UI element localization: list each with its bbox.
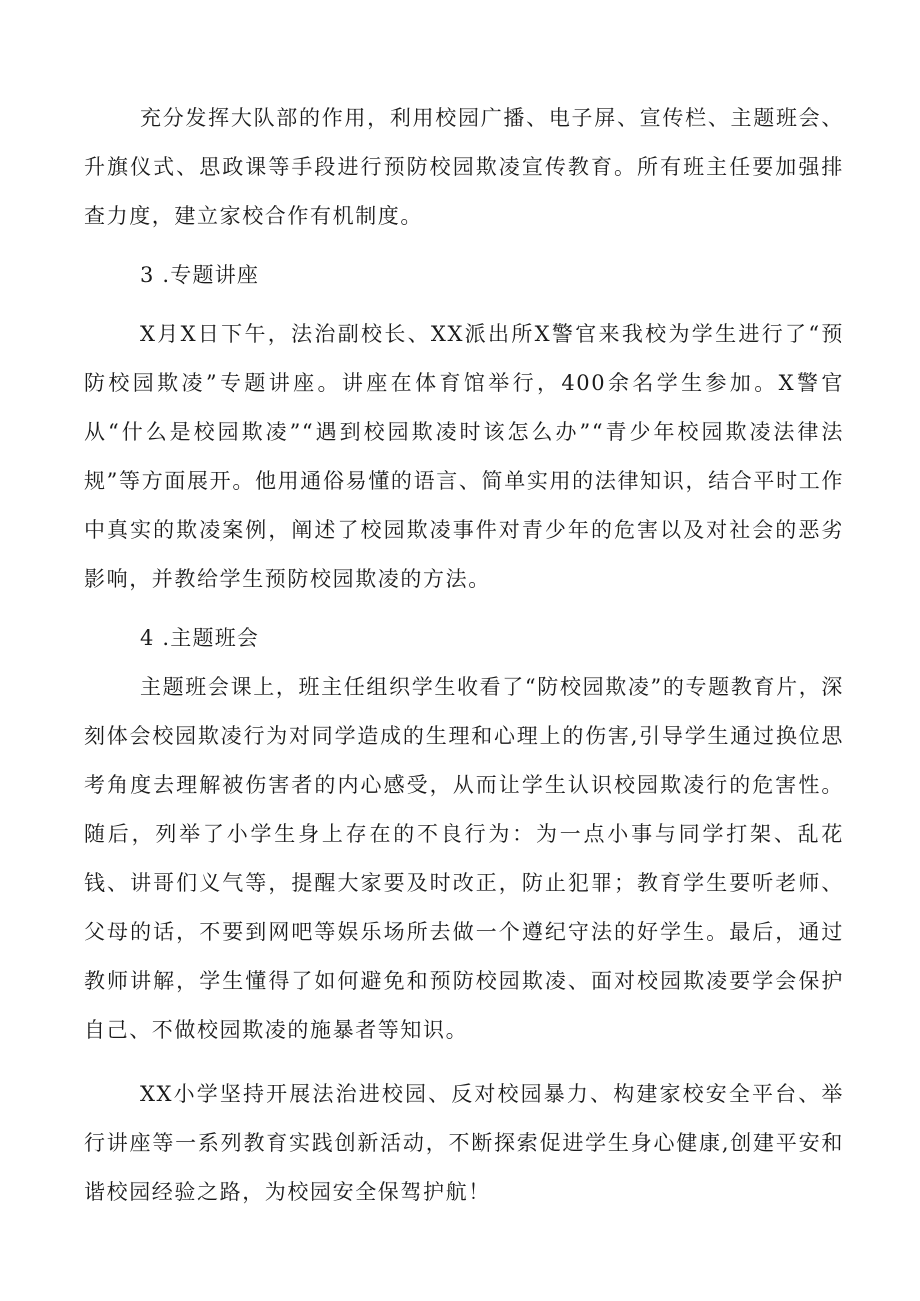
paragraph-publicity: 充分发挥大队部的作用，利用校园广播、电子屏、宣传栏、主题班会、升旗仪式、思政课等手段进行预防校园欺凌宣传教育。所有班主任要加强排查力度，建立家校合作有机制度。: [84, 106, 844, 228]
section-heading-lecture: 3 .专题讲座: [140, 263, 260, 287]
section-heading-class-meeting: 4 .主题班会: [140, 626, 260, 650]
paragraph-class-meeting: 主题班会课上，班主任组织学生收看了“防校园欺凌”的专题教育片，深刻体会校园欺凌行为对同学造成的生理和心理上的伤害,引导学生通过换位思考角度去理解被伤害者的内心感受，从而让学生认识校园欺凌行的危害性。随后，列举了小学生身上存在的不良行为：为一点小事与同学打架、乱花钱、讲哥们义气等，提醒大家要及时改正，防止犯罪；教育学生要听老师、父母的话，不要到网吧等娱乐场所去做一个遵纪守法的好学生。最后，通过教师讲解，学生懂得了如何避免和预防校园欺凌、面对校园欺凌要学会保护自己、不做校园欺凌的施暴者等知识。: [84, 675, 844, 1042]
document-body: [84, 94, 844, 1217]
paragraph-conclusion: XX小学坚持开展法治进校园、反对校园暴力、构建家校安全平台、举行讲座等一系列教育实践创新活动，不断探索促进学生身心健康,创建平安和谐校园经验之路，为校园安全保驾护航！: [84, 1082, 844, 1204]
paragraph-lecture: X月X日下午，法治副校长、XX派出所X警官来我校为学生进行了“预防校园欺凌”专题讲座。讲座在体育馆举行，400余名学生参加。X警官从“什么是校园欺凌”“遇到校园欺凌时该怎么办”“青少年校园欺凌法律法规”等方面展开。他用通俗易懂的语言、简单实用的法律知识，结合平时工作中真实的欺凌案例，阐述了校园欺凌事件对青少年的危害以及对社会的恶劣影响，并教给学生预防校园欺凌的方法。: [84, 322, 844, 591]
